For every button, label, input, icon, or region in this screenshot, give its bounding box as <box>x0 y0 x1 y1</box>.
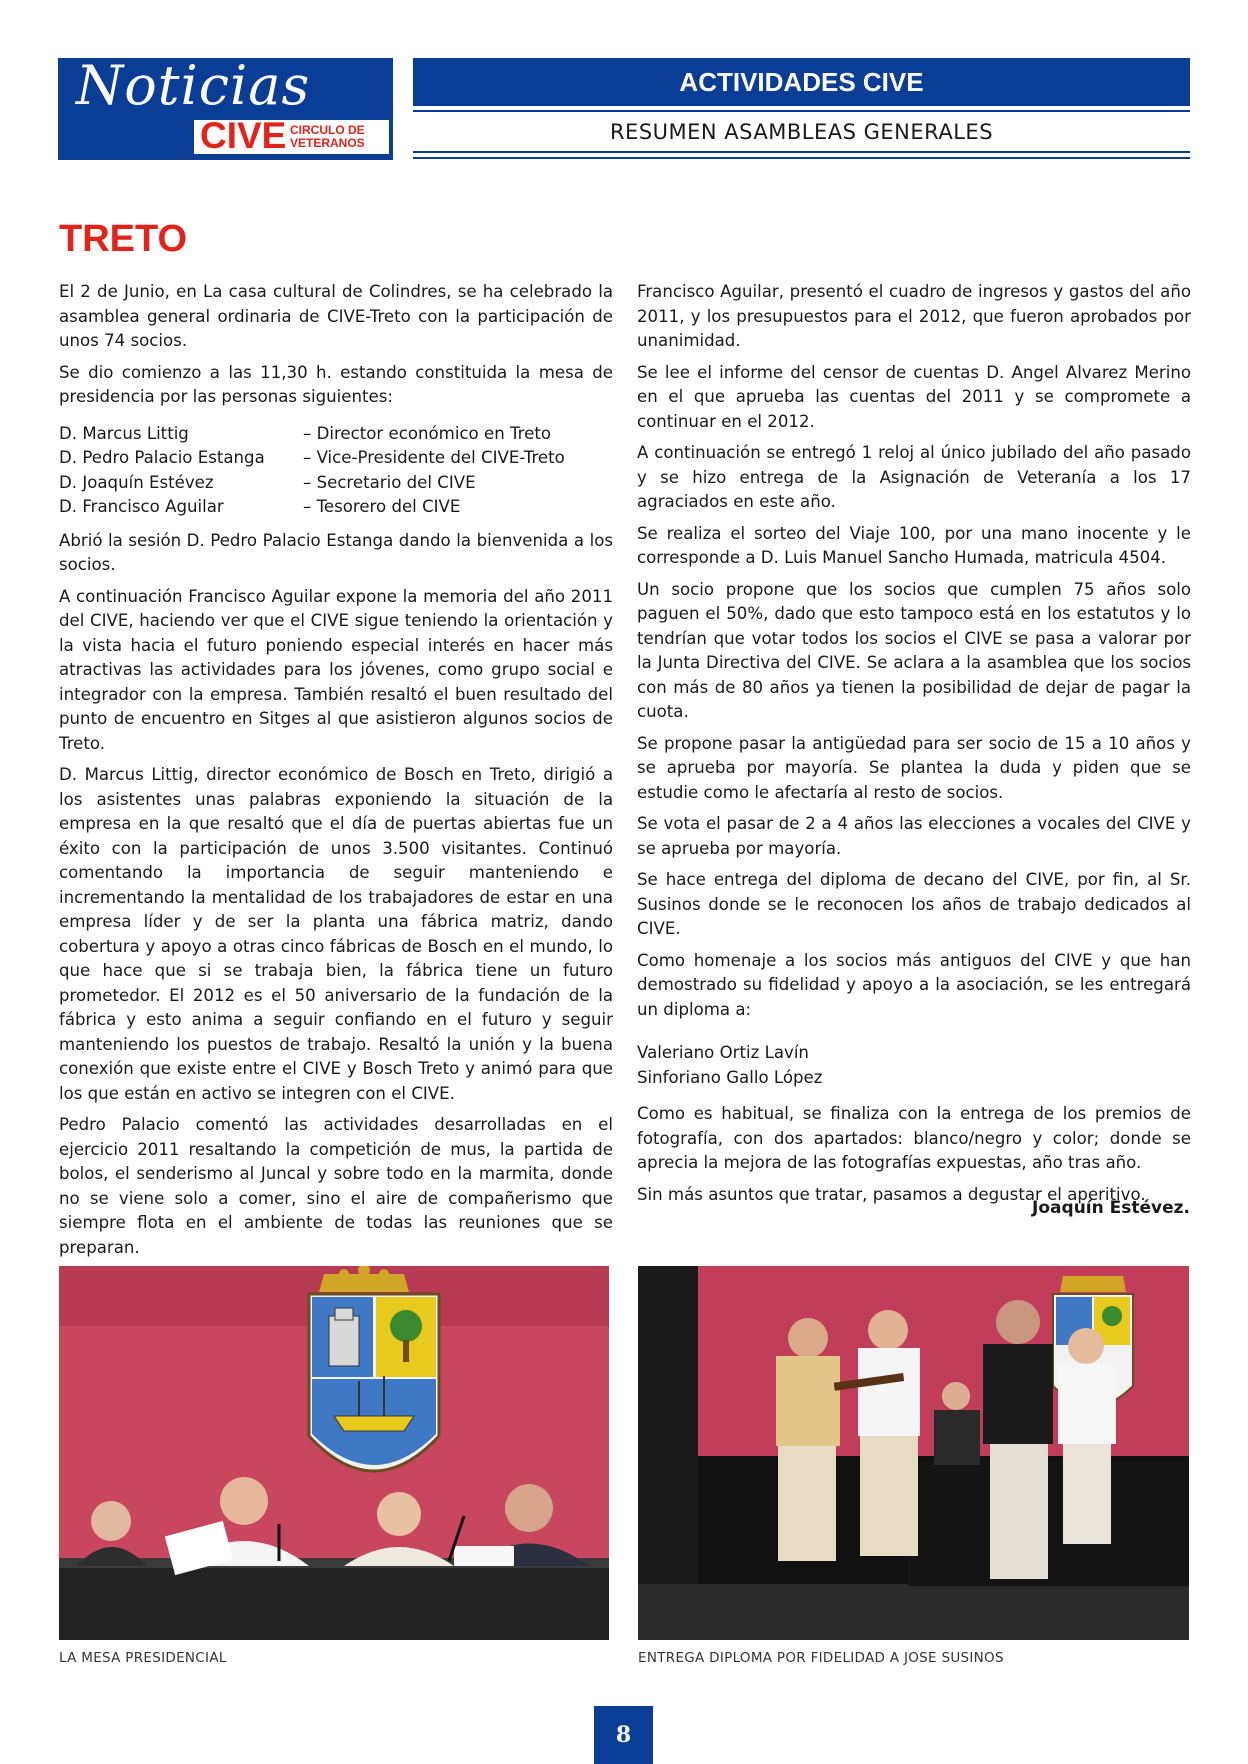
board-member-role: – Vice-Presidente del CIVE-Treto <box>303 448 565 467</box>
paragraph: Como es habitual, se finaliza con la entrega de los premios de fotografía, con dos apartados: blanco/negro y color; donde se aprecia la mejora de las fotografías expuestas, año tras año. <box>637 1104 1191 1172</box>
paragraph: Un socio propone que los socios que cumplen 75 años solo paguen el 50%, dado que esto tampoco está en los estatutos y lo tendrían que votar todos los socios el CIVE se pasa a valorar por la Junta Directiva del CIVE. Se aclara a la asamblea que los socios con más de 80 años ya tienen la posibilidad de dejar de pagar la cuota. <box>637 579 1191 721</box>
header-rule-bottom-1 <box>413 151 1190 153</box>
board-member-role: – Director económico en Treto <box>303 423 552 443</box>
photo-diploma-ceremony <box>638 1266 1189 1640</box>
presidency-board-list <box>59 422 613 520</box>
photo-presidential-table-illustration <box>59 1266 609 1640</box>
photo-caption: ENTREGA DIPLOMA POR FIDELIDAD A JOSE SUSINOS <box>638 1650 1004 1666</box>
paragraph: Como homenaje a los socios más antiguos del CIVE y que han demostrado su fidelidad y apoyo a la asociación, se les entregará un diploma a: <box>637 950 1191 1019</box>
paragraph: Se vota el pasar de 2 a 4 años las elecciones a vocales del CIVE y se aprueba por mayoría. <box>637 814 1191 858</box>
paragraph: Abrió la sesión D. Pedro Palacio Estanga dando la bienvenida a los socios. <box>59 530 613 574</box>
board-member-name: D. Marcus Littig <box>59 423 189 443</box>
board-member <box>59 471 613 496</box>
article-column-right <box>637 280 1191 1214</box>
logo-subtitle-line1: CIRCULO DE <box>290 123 365 137</box>
paragraph: El 2 de Junio, en La casa cultural de Colindres, se ha celebrado la asamblea general ordinaria de CIVE-Treto con la participación de unos 74 socios. <box>59 282 613 350</box>
article-headline: TRETO <box>59 218 188 260</box>
header-rule-top <box>413 110 1190 112</box>
paragraph: Se lee el informe del censor de cuentas D. Angel Alvarez Merino en el que aprueba las cuentas del 2011 y se compromete a continuar en el 2012. <box>637 362 1191 431</box>
section-subtitle: RESUMEN ASAMBLEAS GENERALES <box>609 120 994 144</box>
paragraph: Sin más asuntos que tratar, pasamos a degustar el aperitivo. <box>637 1184 1146 1204</box>
logo-wordmark: Noticias <box>76 58 311 117</box>
paragraph: Francisco Aguilar, presentó el cuadro de ingresos y gastos del año 2011, y los presupuestos para el 2012, que fueron aprobados por unanimidad. <box>637 282 1191 350</box>
board-member <box>59 446 613 471</box>
paragraph: A continuación se entregó 1 reloj al único jubilado del año pasado y se hizo entrega de la Asignación de Veteranía a los 17 agraciados en este año. <box>637 443 1191 511</box>
photo-diploma-ceremony-illustration <box>638 1266 1189 1640</box>
photo-caption: LA MESA PRESIDENCIAL <box>59 1650 227 1666</box>
logo-subtitle <box>290 124 365 150</box>
board-member-role: – Tesorero del CIVE <box>303 497 461 516</box>
paragraph: A continuación Francisco Aguilar expone la memoria del año 2011 del CIVE, haciendo ver que el CIVE sigue teniendo la orientación y la vista hacia el futuro poniendo especial interés en hacer más atractivas las actividades para los jóvenes, como grupo social e integrador con la empresa. También resaltó el buen resultado del punto de encuentro en Sitges al que asistieron algunos socios de Treto. <box>59 586 613 753</box>
section-title: ACTIVIDADES CIVE <box>679 67 924 97</box>
logo-cive-box <box>194 115 389 156</box>
board-member-name: D. Joaquín Estévez <box>59 472 214 492</box>
board-member <box>59 495 613 520</box>
logo-subtitle-line2: VETERANOS <box>290 136 365 150</box>
photo-presidential-table <box>59 1266 609 1640</box>
board-member-name: D. Francisco Aguilar <box>59 497 224 516</box>
paragraph: Se dio comienzo a las 11,30 h. estando constituida la mesa de presidencia por las personas siguientes: <box>59 362 613 406</box>
honoree-name: Sinforiano Gallo López <box>637 1067 823 1087</box>
logo-cive-text: CIVE <box>200 115 287 156</box>
board-member <box>59 422 613 447</box>
noticias-cive-logo <box>58 58 393 160</box>
spacer <box>637 1029 1191 1041</box>
header-rule-bottom-2 <box>413 157 1190 159</box>
spacer <box>637 1090 1191 1102</box>
paragraph: Se propone pasar la antigüedad para ser socio de 15 a 10 años y se aprueba por mayoría. Se plantea la duda y piden que se estudie como le afectaría al resto de socios. <box>637 733 1191 802</box>
board-member-role: – Secretario del CIVE <box>303 472 476 492</box>
page-number: 8 <box>594 1706 653 1764</box>
honoree-name: Valeriano Ortiz Lavín <box>637 1043 809 1062</box>
article-column-left <box>59 280 613 1267</box>
paragraph: Pedro Palacio comentó las actividades desarrolladas en el ejercicio 2011 resaltando la competición de mus, la partida de bolos, el senderismo al Juncal y sobre todo en la marmita, donde no se viene solo a comer, sino el aire de compañerismo que siempre flota en el ambiente de todas las reuniones que se preparan. <box>59 1115 613 1257</box>
paragraph: Se hace entrega del diploma de decano del CIVE, por fin, al Sr. Susinos donde se le reconocen los años de trabajo dedicados al CIVE. <box>637 870 1191 938</box>
paragraph: D. Marcus Littig, director económico de Bosch en Treto, dirigió a los asistentes unas palabras exponiendo la situación de la empresa en la que resaltó que el día de puertas abiertas fue un éxito con la participación de unos 3.500 visitantes. Continuó comentando la importancia de seguir manteniendo e incrementando la mentalidad de los trabajadores de estar en una empresa líder y de ser la planta una fábrica matriz, dando cobertura y apoyo a otras cinco fábricas de Bosch en el mundo, lo que hace que si se trabaja bien, la fábrica tiene un futuro prometedor. El 2012 es el 50 aniversario de la fundación de la fábrica y esto anima a seguir confiando en el futuro y seguir manteniendo los puestos de trabajo. Resaltó la unión y la buena conexión que existe entre el CIVE y Bosch Treto y animó para que los que están en activo se integren con el CIVE. <box>59 765 613 1103</box>
paragraph: Se realiza el sorteo del Viaje 100, por una mano inocente y le corresponde a D. Luis Manuel Sancho Humada, matricula 4504. <box>637 523 1191 567</box>
section-title-bar <box>413 58 1190 106</box>
article-signature: Joaquín Estévez. <box>1032 1198 1190 1218</box>
board-member-name: D. Pedro Palacio Estanga <box>59 448 265 467</box>
